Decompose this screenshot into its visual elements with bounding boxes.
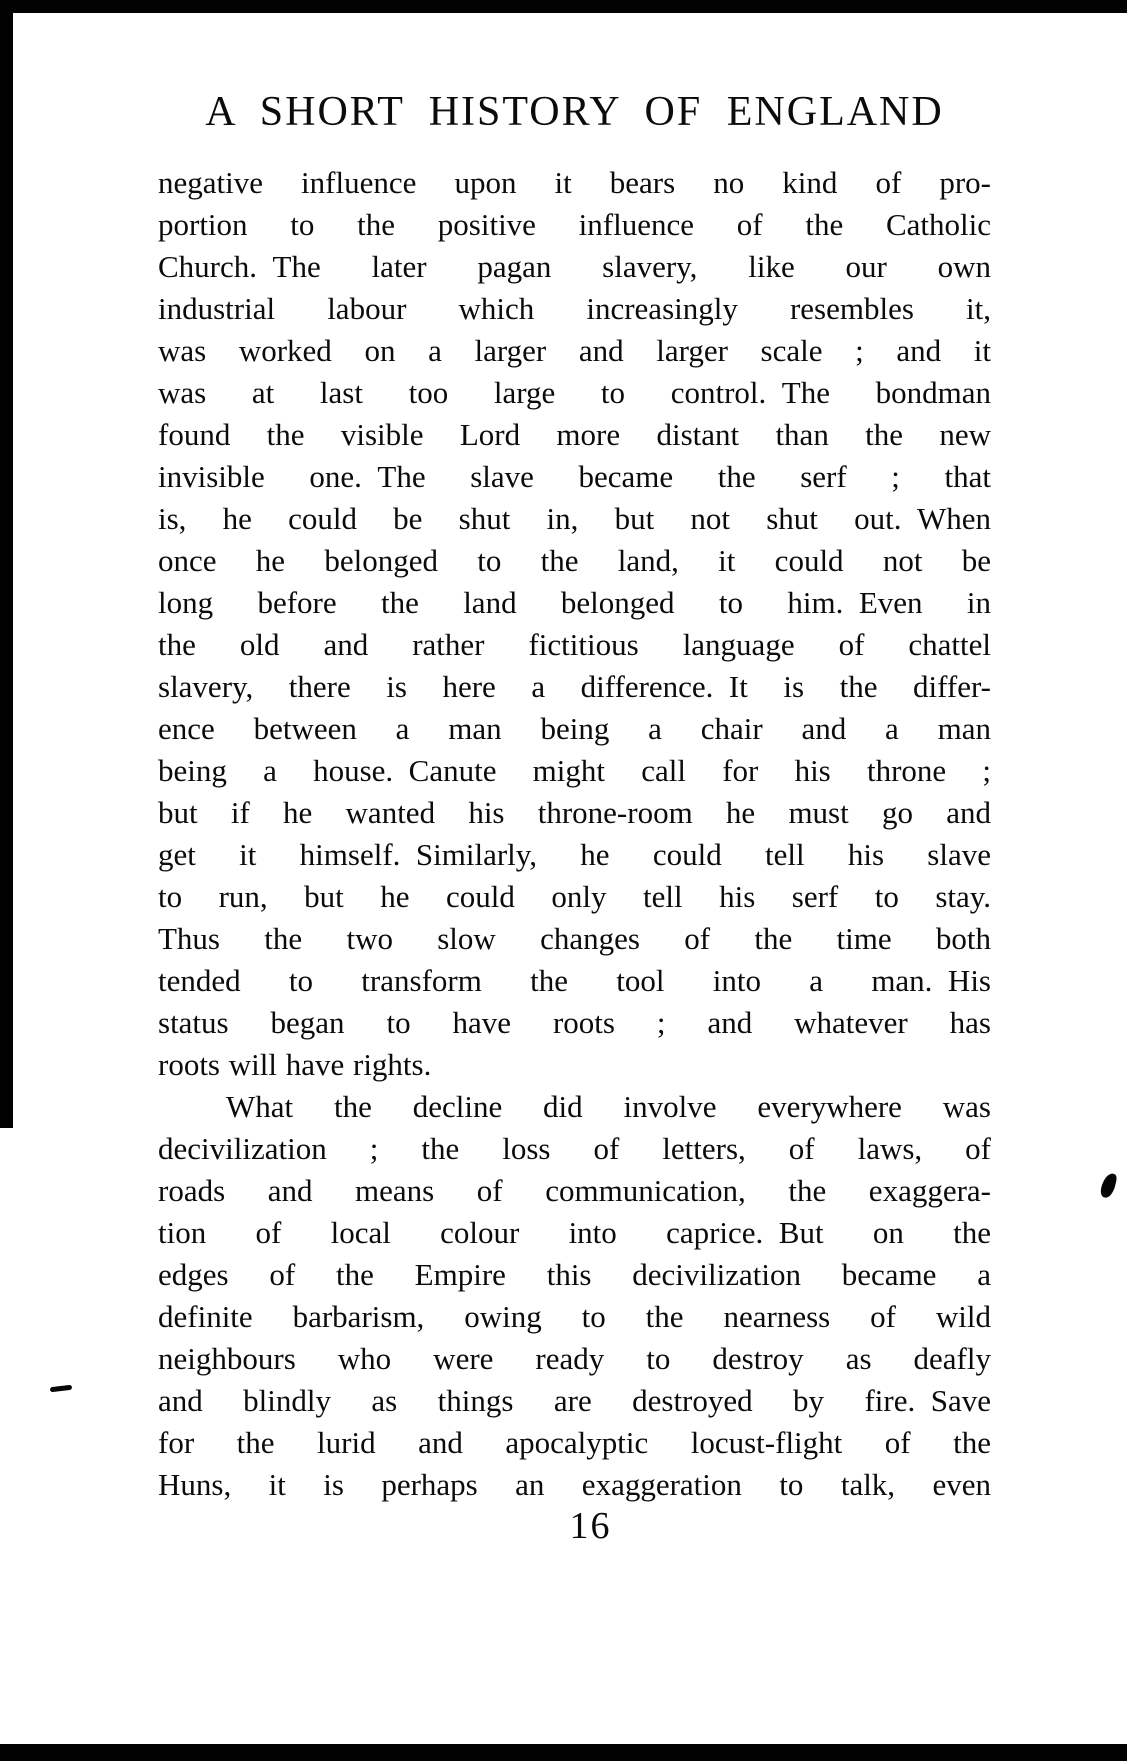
text-line: tion of local colour into caprice. But on the: [158, 1215, 991, 1250]
text-line: Huns, it is perhaps an exaggeration to talk, even: [158, 1467, 991, 1502]
scan-border-top: [0, 0, 1127, 13]
text-line: and blindly as things are destroyed by fire. Save: [158, 1383, 991, 1418]
text-line: being a house. Canute might call for his throne ;: [158, 753, 991, 788]
text-line: decivilization ; the loss of letters, of laws, of: [158, 1131, 991, 1166]
text-line: portion to the positive influence of the Catholic: [158, 207, 991, 242]
text-line: industrial labour which increasingly resembles it,: [158, 291, 991, 326]
text-line: Thus the two slow changes of the time both: [158, 921, 991, 956]
text-line: long before the land belonged to him. Even in: [158, 585, 991, 620]
text-line: negative influence upon it bears no kind of pro-: [158, 165, 991, 200]
ink-smudge-right: [1099, 1172, 1118, 1199]
page-title: A SHORT HISTORY OF ENGLAND: [205, 89, 944, 135]
ink-smudge-left: [50, 1385, 72, 1393]
text-line: for the lurid and apocalyptic locust-flight of the: [158, 1425, 991, 1460]
text-line: was worked on a larger and larger scale ; and it: [158, 333, 991, 368]
text-line: What the decline did involve everywhere was: [226, 1089, 991, 1124]
text-line: edges of the Empire this decivilization became a: [158, 1257, 991, 1292]
text-line: is, he could be shut in, but not shut out. When: [158, 501, 991, 536]
text-line: definite barbarism, owing to the nearness of wild: [158, 1299, 991, 1334]
text-line: found the visible Lord more distant than the new: [158, 417, 991, 452]
text-line: Church. The later pagan slavery, like our own: [158, 249, 991, 284]
text-block: [158, 162, 991, 1506]
text-line: was at last too large to control. The bondman: [158, 375, 991, 410]
text-line: invisible one. The slave became the serf ; that: [158, 459, 991, 494]
text-line: roots will have rights.: [158, 1047, 432, 1082]
text-line: slavery, there is here a difference. It is the differ-: [158, 669, 991, 704]
text-line: but if he wanted his throne-room he must go and: [158, 795, 991, 830]
text-line: get it himself. Similarly, he could tell his slave: [158, 837, 991, 872]
text-line: the old and rather fictitious language of chattel: [158, 627, 991, 662]
text-line: once he belonged to the land, it could not be: [158, 543, 991, 578]
text-line: to run, but he could only tell his serf to stay.: [158, 879, 991, 914]
text-line: neighbours who were ready to destroy as deafly: [158, 1341, 991, 1376]
text-line: tended to transform the tool into a man. His: [158, 963, 991, 998]
scan-border-left: [0, 0, 13, 1128]
scan-border-bottom: [0, 1744, 1127, 1761]
text-line: ence between a man being a chair and a man: [158, 711, 991, 746]
text-line: roads and means of communication, the exaggera-: [158, 1173, 991, 1208]
page-number: 16: [569, 1505, 612, 1547]
text-line: status began to have roots ; and whatever has: [158, 1005, 991, 1040]
